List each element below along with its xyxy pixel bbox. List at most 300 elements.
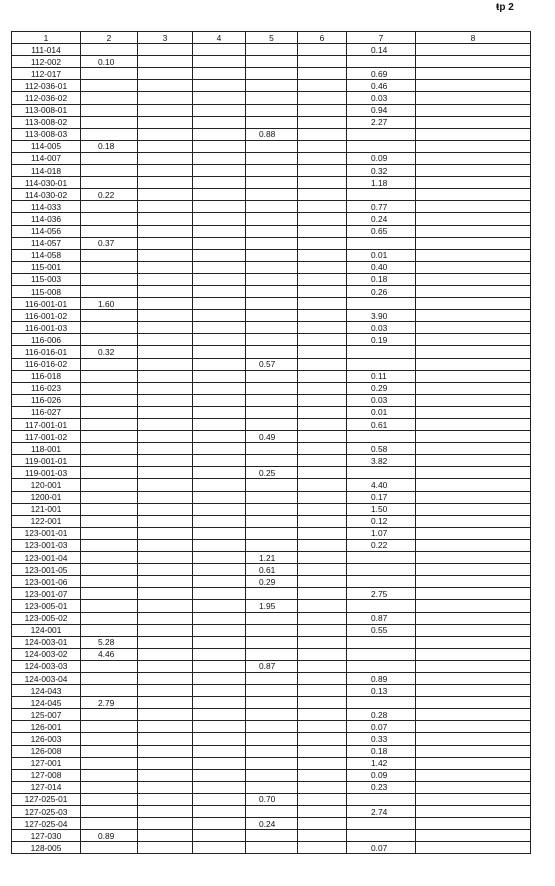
col7-cell: 0.01 [347,406,416,418]
col4-cell [193,842,246,854]
col2-cell [81,539,138,551]
col7-cell [347,552,416,564]
col2-cell: 0.10 [81,56,138,68]
col6-cell [298,68,347,80]
col7-cell: 1.50 [347,503,416,515]
col5-cell [246,648,298,660]
col7-cell: 4.40 [347,479,416,491]
col6-cell [298,781,347,793]
row-id-cell: 112-036-01 [12,80,81,92]
row-id-cell: 128-005 [12,842,81,854]
col4-cell [193,152,246,164]
col4-cell [193,346,246,358]
col5-cell [246,322,298,334]
col2-cell [81,842,138,854]
col2-cell [81,285,138,297]
table-row [12,104,531,116]
col5-cell: 1.21 [246,552,298,564]
col7-cell [347,189,416,201]
col6-cell [298,249,347,261]
col4-cell [193,56,246,68]
col8-cell [416,249,531,261]
col7-cell: 0.14 [347,44,416,56]
row-id-cell: 117-001-02 [12,431,81,443]
row-id-cell: 116-001-01 [12,298,81,310]
col7-cell: 0.19 [347,334,416,346]
col7-cell: 1.18 [347,177,416,189]
table-row [12,213,531,225]
col4-cell [193,660,246,672]
col7-cell [347,697,416,709]
table-row [12,830,531,842]
col7-cell: 0.58 [347,443,416,455]
col4-cell [193,769,246,781]
col6-cell [298,128,347,140]
col2-cell [81,672,138,684]
col6-cell [298,225,347,237]
col5-cell [246,419,298,431]
row-id-cell: 112-036-02 [12,92,81,104]
table-body [12,44,531,854]
col8-cell [416,346,531,358]
col4-cell [193,201,246,213]
col8-cell [416,382,531,394]
table-row [12,818,531,830]
col2-cell [81,394,138,406]
col7-cell: 0.18 [347,745,416,757]
col3-cell [138,116,193,128]
header-row [12,32,531,44]
col2-cell [81,757,138,769]
col3-cell [138,334,193,346]
col6-cell [298,80,347,92]
col3-cell [138,552,193,564]
col7-cell [347,346,416,358]
row-id-cell: 122-001 [12,515,81,527]
col2-cell [81,564,138,576]
col3-cell [138,370,193,382]
column-header: 4 [193,32,246,44]
col8-cell [416,806,531,818]
col8-cell [416,624,531,636]
col4-cell [193,503,246,515]
col4-cell [193,92,246,104]
col6-cell [298,818,347,830]
table-row [12,443,531,455]
col7-cell: 0.09 [347,769,416,781]
row-id-cell: 120-001 [12,479,81,491]
table-row [12,165,531,177]
col3-cell [138,733,193,745]
col2-cell: 0.32 [81,346,138,358]
table-row [12,237,531,249]
col2-cell [81,419,138,431]
col4-cell [193,600,246,612]
col4-cell [193,721,246,733]
col5-cell [246,382,298,394]
row-id-cell: 115-008 [12,285,81,297]
col8-cell [416,44,531,56]
col4-cell [193,636,246,648]
col8-cell [416,285,531,297]
col8-cell [416,419,531,431]
column-header: 3 [138,32,193,44]
col7-cell: 0.03 [347,92,416,104]
col3-cell [138,237,193,249]
col4-cell [193,431,246,443]
col6-cell [298,189,347,201]
col8-cell [416,189,531,201]
col2-cell [81,213,138,225]
col7-cell: 0.65 [347,225,416,237]
col2-cell: 2.79 [81,697,138,709]
col3-cell [138,358,193,370]
row-id-cell: 123-001-03 [12,539,81,551]
col2-cell [81,92,138,104]
table-row [12,842,531,854]
col4-cell [193,249,246,261]
col5-cell: 0.70 [246,793,298,805]
col7-cell: 0.46 [347,80,416,92]
col5-cell [246,116,298,128]
col8-cell [416,406,531,418]
col7-cell: 2.75 [347,588,416,600]
table-row [12,370,531,382]
col2-cell [81,818,138,830]
col7-cell: 1.07 [347,527,416,539]
col7-cell: 0.89 [347,672,416,684]
col5-cell [246,455,298,467]
col6-cell [298,769,347,781]
col8-cell [416,201,531,213]
col5-cell: 0.29 [246,576,298,588]
table-row [12,588,531,600]
col2-cell [81,793,138,805]
col4-cell [193,298,246,310]
col8-cell [416,733,531,745]
data-table [11,31,531,854]
col8-cell [416,225,531,237]
column-header: 2 [81,32,138,44]
col4-cell [193,588,246,600]
col5-cell: 0.87 [246,660,298,672]
col7-cell: 0.07 [347,721,416,733]
col3-cell [138,346,193,358]
col7-cell [347,140,416,152]
col6-cell [298,273,347,285]
col8-cell [416,165,531,177]
table-row [12,672,531,684]
col6-cell [298,443,347,455]
col4-cell [193,685,246,697]
col3-cell [138,527,193,539]
col7-cell: 0.77 [347,201,416,213]
col4-cell [193,672,246,684]
col6-cell [298,588,347,600]
col2-cell [81,455,138,467]
col8-cell [416,68,531,80]
table-row [12,648,531,660]
table-row [12,503,531,515]
row-id-cell: 123-001-01 [12,527,81,539]
col5-cell [246,479,298,491]
col8-cell [416,358,531,370]
row-id-cell: 119-001-03 [12,467,81,479]
col5-cell [246,140,298,152]
col7-cell: 0.03 [347,394,416,406]
col4-cell [193,745,246,757]
col5-cell [246,406,298,418]
col3-cell [138,322,193,334]
col8-cell [416,80,531,92]
col8-cell [416,140,531,152]
col8-cell [416,576,531,588]
table-row [12,552,531,564]
col8-cell [416,842,531,854]
col2-cell [81,467,138,479]
col6-cell [298,406,347,418]
col6-cell [298,285,347,297]
col4-cell [193,781,246,793]
col8-cell [416,527,531,539]
col3-cell [138,818,193,830]
col3-cell [138,660,193,672]
col3-cell [138,685,193,697]
col8-cell [416,237,531,249]
col5-cell: 0.88 [246,128,298,140]
col3-cell [138,709,193,721]
col6-cell [298,709,347,721]
table-row [12,80,531,92]
col6-cell [298,479,347,491]
col5-cell [246,539,298,551]
col4-cell [193,177,246,189]
row-id-cell: 115-003 [12,273,81,285]
col2-cell: 0.18 [81,140,138,152]
col2-cell: 0.89 [81,830,138,842]
col4-cell [193,213,246,225]
col4-cell [193,261,246,273]
col2-cell [81,68,138,80]
col8-cell [416,116,531,128]
col5-cell [246,334,298,346]
col3-cell [138,612,193,624]
table-row [12,721,531,733]
col5-cell [246,80,298,92]
table-row [12,201,531,213]
col3-cell [138,793,193,805]
row-id-cell: 112-017 [12,68,81,80]
col7-cell: 0.07 [347,842,416,854]
col6-cell [298,685,347,697]
col4-cell [193,818,246,830]
col3-cell [138,515,193,527]
col2-cell [81,721,138,733]
col6-cell [298,201,347,213]
col2-cell: 4.46 [81,648,138,660]
col6-cell [298,237,347,249]
col3-cell [138,576,193,588]
col6-cell [298,56,347,68]
col4-cell [193,733,246,745]
table-row [12,177,531,189]
col8-cell [416,672,531,684]
col7-cell [347,600,416,612]
table-row [12,491,531,503]
col5-cell [246,68,298,80]
col4-cell [193,370,246,382]
col2-cell [81,745,138,757]
row-id-cell: 116-016-02 [12,358,81,370]
col4-cell [193,237,246,249]
col3-cell [138,443,193,455]
col6-cell [298,552,347,564]
col6-cell [298,564,347,576]
table-row [12,322,531,334]
column-header: 1 [12,32,81,44]
col4-cell [193,310,246,322]
col6-cell [298,793,347,805]
col4-cell [193,648,246,660]
col5-cell: 0.49 [246,431,298,443]
col4-cell [193,394,246,406]
table-row [12,152,531,164]
col6-cell [298,44,347,56]
col3-cell [138,721,193,733]
table-row [12,382,531,394]
col4-cell [193,515,246,527]
table-row [12,769,531,781]
col4-cell [193,322,246,334]
col5-cell [246,285,298,297]
col7-cell [347,793,416,805]
table-row [12,358,531,370]
col4-cell [193,419,246,431]
col5-cell [246,44,298,56]
col7-cell: 3.82 [347,455,416,467]
col2-cell [81,491,138,503]
row-id-cell: 116-026 [12,394,81,406]
col7-cell: 0.28 [347,709,416,721]
row-id-cell: 113-008-01 [12,104,81,116]
col3-cell [138,455,193,467]
col6-cell [298,104,347,116]
row-id-cell: 116-027 [12,406,81,418]
col3-cell [138,745,193,757]
table-row [12,781,531,793]
col8-cell [416,273,531,285]
row-id-cell: 118-001 [12,443,81,455]
col7-cell: 0.12 [347,515,416,527]
row-id-cell: 127-001 [12,757,81,769]
col2-cell [81,624,138,636]
row-id-cell: 125-007 [12,709,81,721]
col8-cell [416,394,531,406]
col3-cell [138,152,193,164]
col4-cell [193,552,246,564]
col3-cell [138,406,193,418]
row-id-cell: 114-030-02 [12,189,81,201]
col4-cell [193,830,246,842]
col7-cell: 0.22 [347,539,416,551]
col8-cell [416,479,531,491]
table-row [12,68,531,80]
col2-cell [81,552,138,564]
col8-cell [416,152,531,164]
col6-cell [298,152,347,164]
table-row [12,285,531,297]
col7-cell: 0.94 [347,104,416,116]
col4-cell [193,443,246,455]
row-id-cell: 115-001 [12,261,81,273]
col2-cell [81,612,138,624]
row-id-cell: 127-025-03 [12,806,81,818]
col2-cell [81,177,138,189]
col8-cell [416,757,531,769]
col7-cell: 0.23 [347,781,416,793]
col7-cell: 0.69 [347,68,416,80]
col4-cell [193,491,246,503]
col3-cell [138,479,193,491]
col6-cell [298,745,347,757]
col7-cell [347,237,416,249]
col3-cell [138,588,193,600]
col2-cell [81,431,138,443]
col8-cell [416,769,531,781]
row-id-cell: 113-008-02 [12,116,81,128]
row-id-cell: 112-002 [12,56,81,68]
row-id-cell: 126-001 [12,721,81,733]
col4-cell [193,612,246,624]
row-id-cell: 123-005-01 [12,600,81,612]
col5-cell: 0.25 [246,467,298,479]
col7-cell: 0.17 [347,491,416,503]
col7-cell: 0.26 [347,285,416,297]
col3-cell [138,636,193,648]
col8-cell [416,322,531,334]
col4-cell [193,709,246,721]
col4-cell [193,479,246,491]
col5-cell [246,298,298,310]
col5-cell: 0.24 [246,818,298,830]
col7-cell: 0.24 [347,213,416,225]
col3-cell [138,225,193,237]
row-id-cell: 111-014 [12,44,81,56]
col3-cell [138,697,193,709]
col7-cell [347,564,416,576]
col8-cell [416,818,531,830]
col2-cell [81,479,138,491]
col7-cell: 0.61 [347,419,416,431]
table-header [12,32,531,44]
col2-cell [81,261,138,273]
table-row [12,431,531,443]
col4-cell [193,793,246,805]
col7-cell [347,648,416,660]
col8-cell [416,660,531,672]
row-id-cell: 124-003-02 [12,648,81,660]
col3-cell [138,757,193,769]
table-row [12,624,531,636]
col2-cell [81,370,138,382]
col3-cell [138,56,193,68]
col7-cell [347,576,416,588]
col2-cell [81,201,138,213]
col3-cell [138,769,193,781]
col4-cell [193,334,246,346]
col2-cell [81,806,138,818]
col8-cell [416,443,531,455]
